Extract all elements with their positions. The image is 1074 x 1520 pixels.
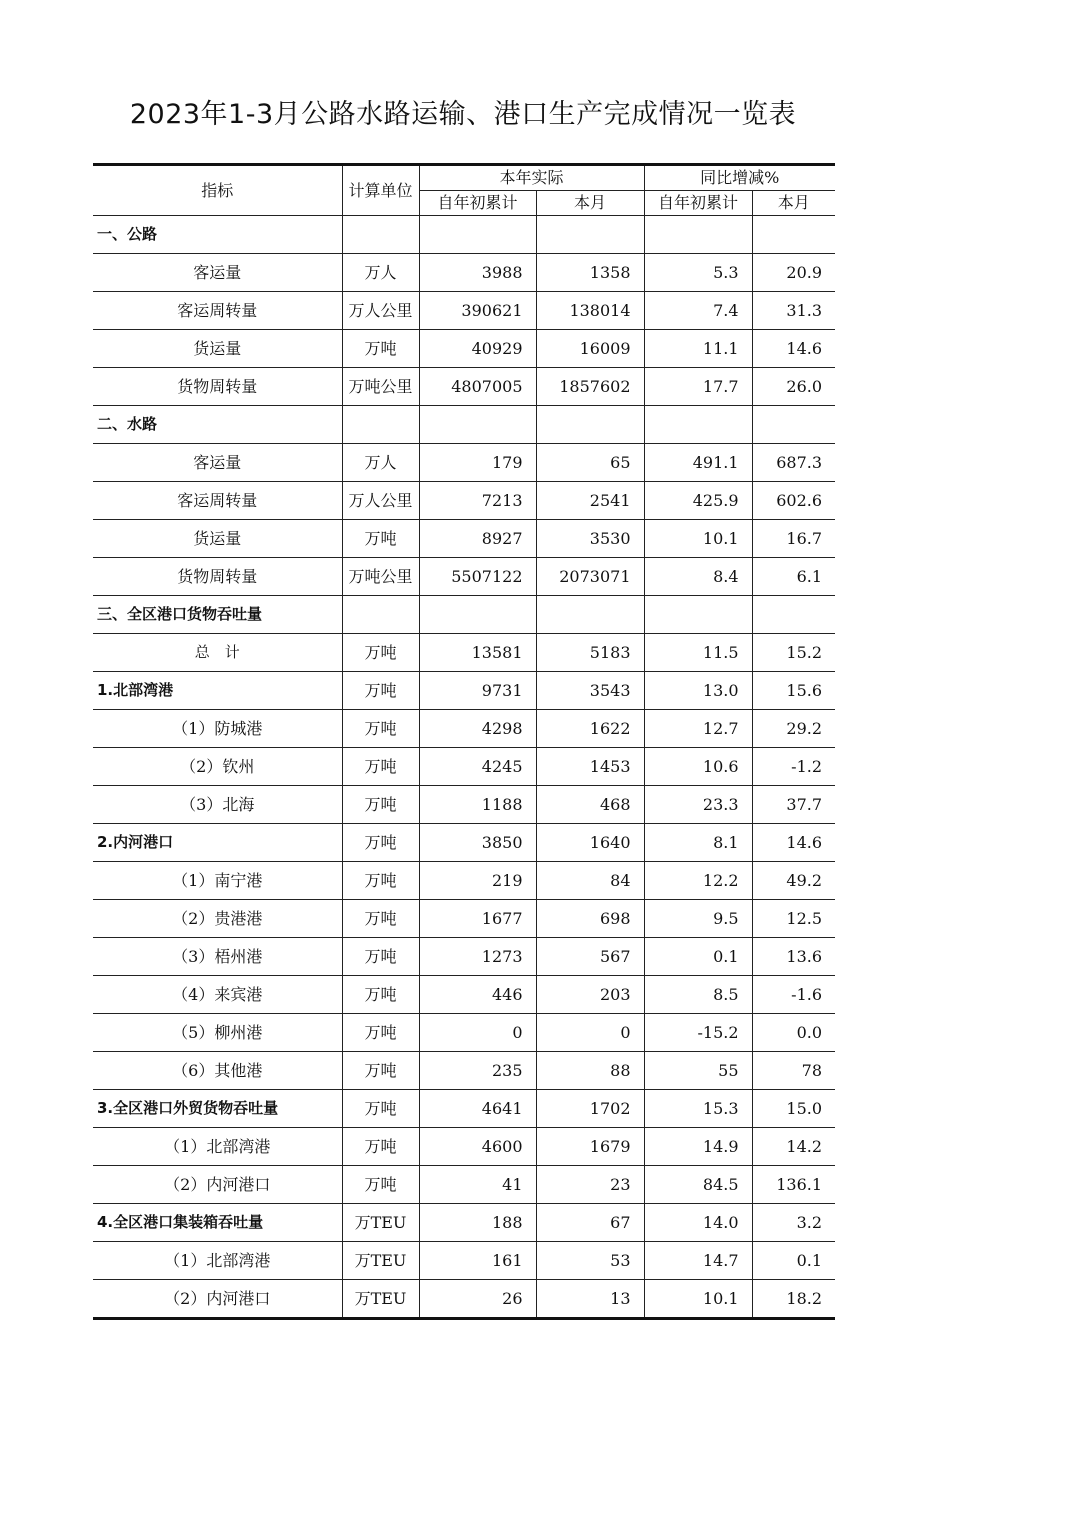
table-row [93,672,835,710]
indicator-name: 总 计 [93,634,342,672]
actual-ytd-cell: 3988 [419,254,536,292]
unit-cell: 万TEU [342,1280,419,1319]
actual-month-cell: 2541 [536,482,644,520]
yoy-month-cell: 26.0 [752,368,835,406]
actual-month-cell: 16009 [536,330,644,368]
actual-ytd-cell: 41 [419,1166,536,1204]
page-title: 2023年1-3月公路水路运输、港口生产完成情况一览表 [129,99,797,130]
yoy-month-cell: 16.7 [752,520,835,558]
yoy-ytd-cell: 14.0 [644,1204,752,1242]
unit-cell: 万人 [342,254,419,292]
table-row [93,710,835,748]
table-body [93,216,835,1319]
actual-ytd-cell: 5507122 [419,558,536,596]
statistics-table [93,163,835,1320]
yoy-month-cell: 14.6 [752,824,835,862]
indicator-name: （1）防城港 [93,710,342,748]
yoy-month-cell [752,596,835,634]
table-row [93,558,835,596]
yoy-ytd-cell: 55 [644,1052,752,1090]
table-header [93,165,835,216]
table-row [93,292,835,330]
actual-ytd-cell: 1273 [419,938,536,976]
actual-month-cell: 203 [536,976,644,1014]
table-row [93,1090,835,1128]
actual-ytd-cell: 235 [419,1052,536,1090]
yoy-ytd-cell: 8.1 [644,824,752,862]
actual-month-cell: 1453 [536,748,644,786]
table-row [93,1052,835,1090]
yoy-ytd-cell: -15.2 [644,1014,752,1052]
unit-cell: 万吨 [342,1128,419,1166]
actual-month-cell: 138014 [536,292,644,330]
actual-month-cell: 88 [536,1052,644,1090]
actual-month-cell: 3543 [536,672,644,710]
yoy-month-cell: 6.1 [752,558,835,596]
header-actual-month: 本月 [536,191,644,216]
actual-month-cell: 0 [536,1014,644,1052]
actual-month-cell: 468 [536,786,644,824]
unit-cell [342,596,419,634]
table-row [93,748,835,786]
table-row [93,1014,835,1052]
indicator-name: 客运周转量 [93,482,342,520]
actual-ytd-cell: 4641 [419,1090,536,1128]
actual-ytd-cell: 1188 [419,786,536,824]
actual-ytd-cell: 219 [419,862,536,900]
yoy-month-cell: 37.7 [752,786,835,824]
unit-cell: 万吨 [342,330,419,368]
yoy-ytd-cell: 14.7 [644,1242,752,1280]
actual-ytd-cell: 7213 [419,482,536,520]
unit-cell: 万TEU [342,1242,419,1280]
yoy-month-cell: 14.2 [752,1128,835,1166]
indicator-name: 2.内河港口 [93,824,342,862]
yoy-month-cell [752,406,835,444]
yoy-ytd-cell: 5.3 [644,254,752,292]
table-row [93,1280,835,1319]
yoy-month-cell: 0.0 [752,1014,835,1052]
actual-ytd-cell: 4600 [419,1128,536,1166]
indicator-name: （2）钦州 [93,748,342,786]
section-row [93,406,835,444]
table-row [93,482,835,520]
table-row [93,1204,835,1242]
actual-month-cell [536,216,644,254]
actual-month-cell: 5183 [536,634,644,672]
indicator-name: 货运量 [93,520,342,558]
unit-cell: 万吨 [342,938,419,976]
yoy-month-cell: 13.6 [752,938,835,976]
actual-month-cell: 13 [536,1280,644,1319]
indicator-name: （2）内河港口 [93,1166,342,1204]
unit-cell [342,406,419,444]
unit-cell: 万人公里 [342,292,419,330]
header-yoy-month: 本月 [752,191,835,216]
yoy-month-cell: 31.3 [752,292,835,330]
yoy-ytd-cell: 425.9 [644,482,752,520]
unit-cell: 万吨 [342,672,419,710]
table-row [93,786,835,824]
unit-cell: 万吨 [342,748,419,786]
indicator-name: （6）其他港 [93,1052,342,1090]
yoy-month-cell: 20.9 [752,254,835,292]
yoy-ytd-cell: 0.1 [644,938,752,976]
indicator-name: （1）北部湾港 [93,1242,342,1280]
actual-ytd-cell: 8927 [419,520,536,558]
table-row [93,444,835,482]
header-actual-ytd: 自年初累计 [419,191,536,216]
actual-ytd-cell: 0 [419,1014,536,1052]
actual-month-cell: 65 [536,444,644,482]
yoy-ytd-cell [644,406,752,444]
unit-cell: 万吨 [342,976,419,1014]
actual-month-cell: 1358 [536,254,644,292]
actual-ytd-cell: 9731 [419,672,536,710]
yoy-month-cell: -1.6 [752,976,835,1014]
yoy-month-cell: 15.2 [752,634,835,672]
yoy-ytd-cell [644,216,752,254]
indicator-name: （4）来宾港 [93,976,342,1014]
yoy-month-cell: 18.2 [752,1280,835,1319]
section-title: 一、公路 [93,216,342,254]
unit-cell: 万吨 [342,1052,419,1090]
actual-month-cell: 1857602 [536,368,644,406]
indicator-name: （2）内河港口 [93,1280,342,1319]
actual-ytd-cell: 26 [419,1280,536,1319]
yoy-month-cell: 602.6 [752,482,835,520]
actual-month-cell: 698 [536,900,644,938]
yoy-ytd-cell: 9.5 [644,900,752,938]
indicator-name: 货运量 [93,330,342,368]
section-title: 二、水路 [93,406,342,444]
header-yoy-group: 同比增减% [644,165,835,191]
unit-cell: 万吨 [342,520,419,558]
table-row [93,900,835,938]
header-actual-group: 本年实际 [419,165,644,191]
actual-ytd-cell [419,216,536,254]
table-row [93,862,835,900]
indicator-name: 客运周转量 [93,292,342,330]
table-row [93,520,835,558]
table-row [93,976,835,1014]
actual-month-cell: 84 [536,862,644,900]
yoy-ytd-cell: 7.4 [644,292,752,330]
indicator-name: （5）柳州港 [93,1014,342,1052]
unit-cell: 万吨公里 [342,368,419,406]
actual-month-cell: 23 [536,1166,644,1204]
yoy-month-cell: 3.2 [752,1204,835,1242]
yoy-month-cell: 687.3 [752,444,835,482]
indicator-name: （3）北海 [93,786,342,824]
unit-cell: 万吨 [342,900,419,938]
section-row [93,216,835,254]
indicator-name: （1）南宁港 [93,862,342,900]
section-title: 三、全区港口货物吞吐量 [93,596,342,634]
actual-month-cell: 567 [536,938,644,976]
actual-month-cell: 67 [536,1204,644,1242]
indicator-name: 货物周转量 [93,368,342,406]
table-row [93,1128,835,1166]
actual-month-cell: 1702 [536,1090,644,1128]
actual-month-cell [536,596,644,634]
table-row [93,330,835,368]
unit-cell: 万人公里 [342,482,419,520]
header-unit: 计算单位 [342,165,419,216]
yoy-ytd-cell: 8.5 [644,976,752,1014]
section-row [93,596,835,634]
unit-cell: 万吨公里 [342,558,419,596]
table-row [93,254,835,292]
yoy-month-cell: 12.5 [752,900,835,938]
indicator-name: （1）北部湾港 [93,1128,342,1166]
yoy-ytd-cell: 17.7 [644,368,752,406]
actual-month-cell: 3530 [536,520,644,558]
header-indicator: 指标 [93,165,342,216]
yoy-ytd-cell: 12.7 [644,710,752,748]
actual-month-cell [536,406,644,444]
yoy-month-cell [752,216,835,254]
indicator-name: 客运量 [93,444,342,482]
unit-cell: 万吨 [342,1014,419,1052]
unit-cell: 万吨 [342,1090,419,1128]
table-row [93,1242,835,1280]
yoy-month-cell: 15.6 [752,672,835,710]
actual-ytd-cell: 446 [419,976,536,1014]
actual-ytd-cell: 390621 [419,292,536,330]
indicator-name: 4.全区港口集装箱吞吐量 [93,1204,342,1242]
yoy-ytd-cell: 15.3 [644,1090,752,1128]
actual-ytd-cell: 40929 [419,330,536,368]
unit-cell: 万吨 [342,634,419,672]
actual-month-cell: 1622 [536,710,644,748]
table-row [93,1166,835,1204]
yoy-month-cell: 15.0 [752,1090,835,1128]
unit-cell: 万人 [342,444,419,482]
indicator-name: 货物周转量 [93,558,342,596]
actual-month-cell: 1640 [536,824,644,862]
actual-ytd-cell [419,596,536,634]
yoy-ytd-cell: 14.9 [644,1128,752,1166]
yoy-month-cell: 78 [752,1052,835,1090]
yoy-ytd-cell: 12.2 [644,862,752,900]
yoy-ytd-cell: 11.5 [644,634,752,672]
yoy-ytd-cell: 8.4 [644,558,752,596]
actual-ytd-cell: 3850 [419,824,536,862]
yoy-ytd-cell: 84.5 [644,1166,752,1204]
table-row [93,368,835,406]
actual-month-cell: 53 [536,1242,644,1280]
actual-ytd-cell: 4245 [419,748,536,786]
actual-ytd-cell: 1677 [419,900,536,938]
table-row [93,634,835,672]
yoy-month-cell: 49.2 [752,862,835,900]
indicator-name: （2）贵港港 [93,900,342,938]
actual-ytd-cell: 179 [419,444,536,482]
unit-cell [342,216,419,254]
actual-ytd-cell: 4807005 [419,368,536,406]
yoy-ytd-cell [644,596,752,634]
actual-month-cell: 1679 [536,1128,644,1166]
yoy-month-cell: 29.2 [752,710,835,748]
table-row [93,824,835,862]
unit-cell: 万吨 [342,824,419,862]
header-yoy-ytd: 自年初累计 [644,191,752,216]
unit-cell: 万TEU [342,1204,419,1242]
indicator-name: 1.北部湾港 [93,672,342,710]
actual-ytd-cell: 188 [419,1204,536,1242]
actual-ytd-cell: 13581 [419,634,536,672]
actual-ytd-cell: 4298 [419,710,536,748]
yoy-ytd-cell: 10.1 [644,1280,752,1319]
yoy-ytd-cell: 10.1 [644,520,752,558]
yoy-ytd-cell: 23.3 [644,786,752,824]
unit-cell: 万吨 [342,786,419,824]
table-row [93,938,835,976]
yoy-month-cell: -1.2 [752,748,835,786]
actual-ytd-cell: 161 [419,1242,536,1280]
indicator-name: 客运量 [93,254,342,292]
yoy-month-cell: 14.6 [752,330,835,368]
actual-ytd-cell [419,406,536,444]
yoy-ytd-cell: 491.1 [644,444,752,482]
unit-cell: 万吨 [342,1166,419,1204]
indicator-name: （3）梧州港 [93,938,342,976]
yoy-month-cell: 136.1 [752,1166,835,1204]
yoy-month-cell: 0.1 [752,1242,835,1280]
actual-month-cell: 2073071 [536,558,644,596]
indicator-name: 3.全区港口外贸货物吞吐量 [93,1090,342,1128]
unit-cell: 万吨 [342,710,419,748]
yoy-ytd-cell: 13.0 [644,672,752,710]
yoy-ytd-cell: 10.6 [644,748,752,786]
yoy-ytd-cell: 11.1 [644,330,752,368]
unit-cell: 万吨 [342,862,419,900]
